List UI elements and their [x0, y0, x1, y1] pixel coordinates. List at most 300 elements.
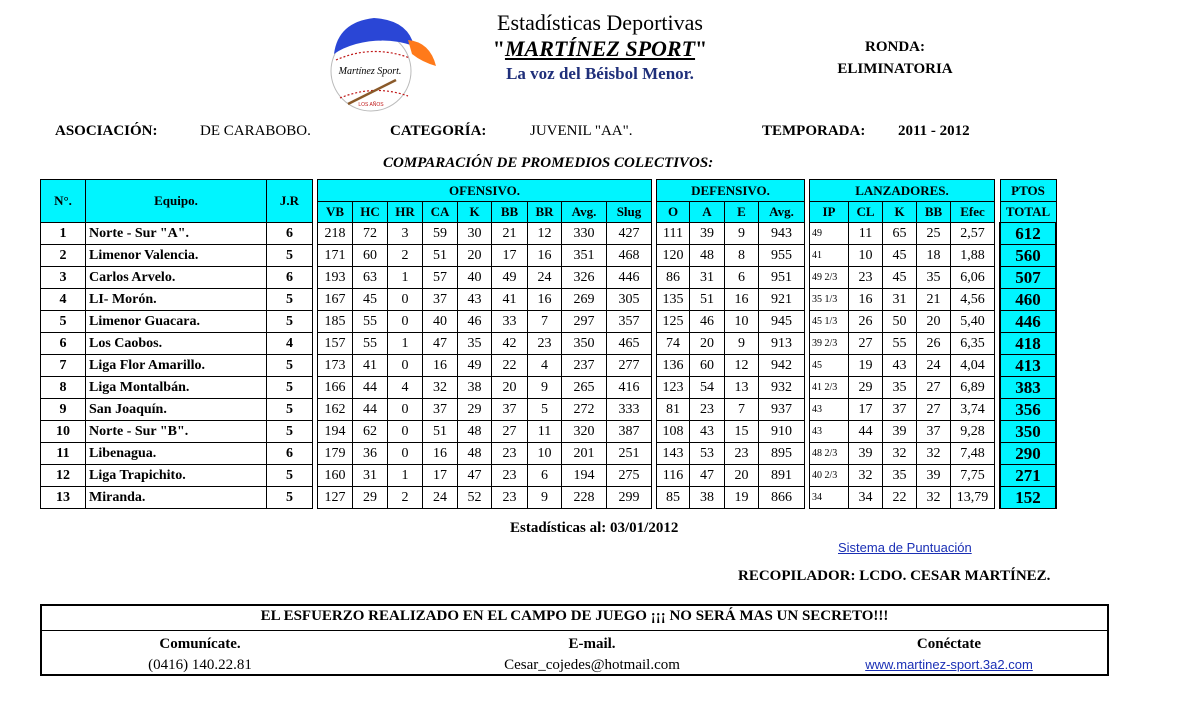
ofensivo-cell: 16: [423, 443, 458, 465]
total-points: 460: [1000, 289, 1056, 311]
ofensivo-cell: 45: [353, 289, 388, 311]
ofensivo-cell: 127: [318, 487, 353, 509]
innings-pitched: 34: [810, 487, 849, 509]
temporada-value: 2011 - 2012: [898, 123, 970, 139]
ofensivo-cell: 40: [423, 311, 458, 333]
ofensivo-cell: 49: [458, 355, 492, 377]
ofensivo-cell: 23: [492, 465, 528, 487]
lanzadores-cell: 55: [883, 333, 917, 355]
ofensivo-cell: 24: [423, 487, 458, 509]
defensivo-cell: 43: [690, 421, 725, 443]
ofensivo-cell: 326: [562, 267, 607, 289]
lanzadores-cell: 16: [849, 289, 883, 311]
table-row: [41, 377, 1057, 399]
team-name: Liga Flor Amarillo.: [86, 355, 267, 377]
ofensivo-cell: 357: [607, 311, 652, 333]
lanzadores-cell: 21: [917, 289, 951, 311]
defensivo-cell: 74: [657, 333, 690, 355]
defensivo-cell: 48: [690, 245, 725, 267]
defensivo-cell: 9: [725, 223, 759, 245]
lanzadores-cell: 4,04: [951, 355, 995, 377]
lanzadores-cell: 23: [849, 267, 883, 289]
table-row: [41, 311, 1057, 333]
table-row: [41, 443, 1057, 465]
row-number: 2: [41, 245, 86, 267]
defensivo-cell: 16: [725, 289, 759, 311]
ofensivo-cell: 0: [388, 355, 423, 377]
table-row: [41, 267, 1057, 289]
footer-divider: [42, 630, 1107, 631]
lanzadores-cell: 3,74: [951, 399, 995, 421]
ofensivo-cell: 179: [318, 443, 353, 465]
ofensivo-cell: 51: [423, 245, 458, 267]
col-header-of-8: Slug: [607, 202, 652, 223]
ofensivo-cell: 237: [562, 355, 607, 377]
ofensivo-cell: 55: [353, 333, 388, 355]
ofensivo-cell: 3: [388, 223, 423, 245]
lanzadores-cell: 11: [849, 223, 883, 245]
innings-pitched: 43: [810, 399, 849, 421]
total-points: 612: [1000, 223, 1056, 245]
defensivo-cell: 116: [657, 465, 690, 487]
row-number: 7: [41, 355, 86, 377]
lanzadores-cell: 27: [849, 333, 883, 355]
ofensivo-cell: 41: [353, 355, 388, 377]
defensivo-cell: 891: [759, 465, 805, 487]
row-number: 1: [41, 223, 86, 245]
ofensivo-cell: 40: [458, 267, 492, 289]
ofensivo-cell: 46: [458, 311, 492, 333]
ofensivo-cell: 48: [458, 421, 492, 443]
team-name: Miranda.: [86, 487, 267, 509]
defensivo-cell: 910: [759, 421, 805, 443]
team-name: LI- Morón.: [86, 289, 267, 311]
games-played: 5: [267, 421, 313, 443]
lanzadores-cell: 37: [883, 399, 917, 421]
innings-pitched: 45: [810, 355, 849, 377]
ofensivo-cell: 468: [607, 245, 652, 267]
lanzadores-cell: 26: [917, 333, 951, 355]
lanzadores-cell: 45: [883, 245, 917, 267]
lanzadores-cell: 45: [883, 267, 917, 289]
defensivo-cell: 951: [759, 267, 805, 289]
row-number: 12: [41, 465, 86, 487]
lanzadores-cell: 25: [917, 223, 951, 245]
ofensivo-cell: 43: [458, 289, 492, 311]
ofensivo-cell: 350: [562, 333, 607, 355]
ofensivo-cell: 269: [562, 289, 607, 311]
defensivo-cell: 23: [690, 399, 725, 421]
categoria-label: CATEGORÍA:: [390, 123, 487, 139]
innings-pitched: 41 2/3: [810, 377, 849, 399]
lanzadores-cell: 18: [917, 245, 951, 267]
defensivo-cell: 54: [690, 377, 725, 399]
ofensivo-cell: 228: [562, 487, 607, 509]
ofensivo-cell: 218: [318, 223, 353, 245]
ofensivo-cell: 37: [492, 399, 528, 421]
lanzadores-cell: 31: [883, 289, 917, 311]
lanzadores-cell: 35: [883, 465, 917, 487]
ofensivo-cell: 333: [607, 399, 652, 421]
table-row: [41, 355, 1057, 377]
table-row: [41, 421, 1057, 443]
team-name: Carlos Arvelo.: [86, 267, 267, 289]
defensivo-cell: 937: [759, 399, 805, 421]
defensivo-cell: 932: [759, 377, 805, 399]
col-header-df-3: Avg.: [759, 202, 805, 223]
defensivo-cell: 9: [725, 333, 759, 355]
asociacion-value: DE CARABOBO.: [200, 123, 311, 139]
ofensivo-cell: 52: [458, 487, 492, 509]
recopilador: RECOPILADOR: LCDO. CESAR MARTÍNEZ.: [738, 568, 1051, 584]
logo-text: Martínez Sport.: [338, 66, 402, 77]
ofensivo-cell: 23: [492, 487, 528, 509]
innings-pitched: 39 2/3: [810, 333, 849, 355]
team-name: Norte - Sur "B".: [86, 421, 267, 443]
defensivo-cell: 945: [759, 311, 805, 333]
ofensivo-cell: 23: [528, 333, 562, 355]
innings-pitched: 49: [810, 223, 849, 245]
ofensivo-cell: 465: [607, 333, 652, 355]
group-header-lanzadores: LANZADORES.: [810, 180, 995, 202]
col-header-df-0: O: [657, 202, 690, 223]
lanzadores-cell: 32: [883, 443, 917, 465]
col-header-of-2: HR: [388, 202, 423, 223]
stats-table-body: [41, 223, 1057, 509]
ofensivo-cell: 167: [318, 289, 353, 311]
ofensivo-cell: 0: [388, 421, 423, 443]
ofensivo-cell: 42: [492, 333, 528, 355]
page-title: [470, 10, 730, 86]
title-line-1: Estadísticas Deportivas: [497, 10, 703, 35]
ofensivo-cell: 16: [528, 245, 562, 267]
total-points: 446: [1000, 311, 1056, 333]
lanzadores-cell: 1,88: [951, 245, 995, 267]
ofensivo-cell: 44: [353, 377, 388, 399]
lanzadores-cell: 32: [917, 487, 951, 509]
ofensivo-cell: 36: [353, 443, 388, 465]
brand-name: MARTÍNEZ SPORT: [504, 36, 696, 61]
lanzadores-cell: 7,48: [951, 443, 995, 465]
total-points: 418: [1000, 333, 1056, 355]
ofensivo-cell: 0: [388, 311, 423, 333]
ofensivo-cell: 20: [458, 245, 492, 267]
ofensivo-cell: 38: [458, 377, 492, 399]
col-header-of-5: BB: [492, 202, 528, 223]
ofensivo-cell: 0: [388, 289, 423, 311]
total-points: 413: [1000, 355, 1056, 377]
defensivo-cell: 921: [759, 289, 805, 311]
ofensivo-cell: 2: [388, 245, 423, 267]
ofensivo-cell: 162: [318, 399, 353, 421]
ofensivo-cell: 37: [423, 289, 458, 311]
defensivo-cell: 943: [759, 223, 805, 245]
defensivo-cell: 913: [759, 333, 805, 355]
defensivo-cell: 60: [690, 355, 725, 377]
ofensivo-cell: 1: [388, 465, 423, 487]
defensivo-cell: 47: [690, 465, 725, 487]
ofensivo-cell: 305: [607, 289, 652, 311]
total-points: 383: [1000, 377, 1056, 399]
ofensivo-cell: 63: [353, 267, 388, 289]
games-played: 5: [267, 399, 313, 421]
ofensivo-cell: 171: [318, 245, 353, 267]
games-played: 5: [267, 377, 313, 399]
defensivo-cell: 135: [657, 289, 690, 311]
ofensivo-cell: 27: [492, 421, 528, 443]
row-number: 4: [41, 289, 86, 311]
defensivo-cell: 20: [725, 465, 759, 487]
team-name: Norte - Sur "A".: [86, 223, 267, 245]
logo-small-text: LOS AÑOS: [358, 102, 384, 108]
col-header-jr: J.R: [267, 180, 313, 223]
col-header-df-2: E: [725, 202, 759, 223]
footer-box: [40, 604, 1109, 676]
ofensivo-cell: 160: [318, 465, 353, 487]
lanzadores-cell: 34: [849, 487, 883, 509]
lanzadores-cell: 26: [849, 311, 883, 333]
ofensivo-cell: 387: [607, 421, 652, 443]
ofensivo-cell: 47: [458, 465, 492, 487]
defensivo-cell: 8: [725, 245, 759, 267]
title-line-3: La voz del Béisbol Menor.: [506, 64, 694, 83]
ofensivo-cell: 265: [562, 377, 607, 399]
innings-pitched: 43: [810, 421, 849, 443]
ofensivo-cell: 4: [528, 355, 562, 377]
ofensivo-cell: 275: [607, 465, 652, 487]
ofensivo-cell: 16: [423, 355, 458, 377]
defensivo-cell: 51: [690, 289, 725, 311]
ofensivo-cell: 1: [388, 333, 423, 355]
footer-slogan: EL ESFUERZO REALIZADO EN EL CAMPO DE JUEGO ¡¡¡ NO SERÁ MAS UN SECRETO!!!: [260, 608, 889, 624]
lanzadores-cell: 44: [849, 421, 883, 443]
ofensivo-cell: 30: [458, 223, 492, 245]
ofensivo-cell: 427: [607, 223, 652, 245]
ofensivo-cell: 9: [528, 487, 562, 509]
footer-contact: [100, 634, 300, 676]
ofensivo-cell: 55: [353, 311, 388, 333]
col-header-of-4: K: [458, 202, 492, 223]
ofensivo-cell: 11: [528, 421, 562, 443]
total-points: 350: [1000, 421, 1056, 443]
email-address: Cesar_cojedes@hotmail.com: [504, 657, 680, 673]
ofensivo-cell: 7: [528, 311, 562, 333]
ofensivo-cell: 31: [353, 465, 388, 487]
ofensivo-cell: 6: [528, 465, 562, 487]
website-link[interactable]: www.martinez-sport.3a2.com: [865, 657, 1033, 672]
defensivo-cell: 31: [690, 267, 725, 289]
ronda-value: ELIMINATORIA: [837, 61, 953, 77]
defensivo-cell: 108: [657, 421, 690, 443]
team-name: Los Caobos.: [86, 333, 267, 355]
lanzadores-cell: 17: [849, 399, 883, 421]
ofensivo-cell: 32: [423, 377, 458, 399]
group-header-ofensivo: OFENSIVO.: [318, 180, 652, 202]
ofensivo-cell: 23: [492, 443, 528, 465]
ofensivo-cell: 48: [458, 443, 492, 465]
ofensivo-cell: 44: [353, 399, 388, 421]
col-header-df-1: A: [690, 202, 725, 223]
phone-number: (0416) 140.22.81: [148, 657, 252, 673]
lanzadores-cell: 6,35: [951, 333, 995, 355]
games-played: 5: [267, 355, 313, 377]
defensivo-cell: 143: [657, 443, 690, 465]
lanzadores-cell: 32: [917, 443, 951, 465]
total-points: 560: [1000, 245, 1056, 267]
col-header-lz-1: CL: [849, 202, 883, 223]
games-played: 6: [267, 223, 313, 245]
innings-pitched: 49 2/3: [810, 267, 849, 289]
section-subtitle: COMPARACIÓN DE PROMEDIOS COLECTIVOS:: [383, 155, 714, 171]
lanzadores-cell: 37: [917, 421, 951, 443]
defensivo-cell: 895: [759, 443, 805, 465]
ofensivo-cell: 10: [528, 443, 562, 465]
ofensivo-cell: 29: [353, 487, 388, 509]
col-header-equipo: Equipo.: [86, 180, 267, 223]
table-row: [41, 487, 1057, 509]
table-row: [41, 333, 1057, 355]
ofensivo-cell: 4: [388, 377, 423, 399]
total-points: 290: [1000, 443, 1056, 465]
ofensivo-cell: 297: [562, 311, 607, 333]
defensivo-cell: 120: [657, 245, 690, 267]
ofensivo-cell: 194: [562, 465, 607, 487]
team-name: Liga Trapichito.: [86, 465, 267, 487]
ofensivo-cell: 33: [492, 311, 528, 333]
col-header-lz-2: K: [883, 202, 917, 223]
team-name: Liga Montalbán.: [86, 377, 267, 399]
title-line-2: "MARTÍNEZ SPORT": [492, 36, 708, 61]
col-header-of-1: HC: [353, 202, 388, 223]
lanzadores-cell: 43: [883, 355, 917, 377]
group-header-defensivo: DEFENSIVO.: [657, 180, 805, 202]
lanzadores-cell: 39: [883, 421, 917, 443]
ofensivo-cell: 1: [388, 267, 423, 289]
lanzadores-cell: 24: [917, 355, 951, 377]
defensivo-cell: 13: [725, 377, 759, 399]
ofensivo-cell: 9: [528, 377, 562, 399]
games-played: 5: [267, 465, 313, 487]
defensivo-cell: 20: [690, 333, 725, 355]
total-points: 271: [1000, 465, 1056, 487]
lanzadores-cell: 9,28: [951, 421, 995, 443]
temporada-label: TEMPORADA:: [762, 123, 866, 139]
defensivo-cell: 955: [759, 245, 805, 267]
lanzadores-cell: 19: [849, 355, 883, 377]
defensivo-cell: 46: [690, 311, 725, 333]
ofensivo-cell: 24: [528, 267, 562, 289]
games-played: 5: [267, 487, 313, 509]
ronda-block: [800, 36, 990, 80]
col-header-lz-0: IP: [810, 202, 849, 223]
table-row: [41, 245, 1057, 267]
table-row: [41, 289, 1057, 311]
defensivo-cell: 86: [657, 267, 690, 289]
ofensivo-cell: 72: [353, 223, 388, 245]
sistema-puntuacion-link[interactable]: Sistema de Puntuación: [838, 540, 972, 555]
defensivo-cell: 866: [759, 487, 805, 509]
ofensivo-cell: 330: [562, 223, 607, 245]
ofensivo-cell: 12: [528, 223, 562, 245]
ofensivo-cell: 446: [607, 267, 652, 289]
row-number: 5: [41, 311, 86, 333]
row-number: 9: [41, 399, 86, 421]
row-number: 6: [41, 333, 86, 355]
defensivo-cell: 6: [725, 267, 759, 289]
lanzadores-cell: 10: [849, 245, 883, 267]
asociacion-label: ASOCIACIÓN:: [55, 123, 158, 139]
games-played: 6: [267, 267, 313, 289]
ofensivo-cell: 193: [318, 267, 353, 289]
lanzadores-cell: 65: [883, 223, 917, 245]
lanzadores-cell: 2,57: [951, 223, 995, 245]
martinez-sport-logo: [326, 14, 438, 114]
lanzadores-cell: 29: [849, 377, 883, 399]
lanzadores-cell: 27: [917, 377, 951, 399]
ronda-label: RONDA:: [865, 39, 925, 55]
innings-pitched: 40 2/3: [810, 465, 849, 487]
ofensivo-cell: 351: [562, 245, 607, 267]
ofensivo-cell: 0: [388, 443, 423, 465]
lanzadores-cell: 39: [917, 465, 951, 487]
defensivo-cell: 136: [657, 355, 690, 377]
col-header-lz-4: Efec: [951, 202, 995, 223]
ofensivo-cell: 22: [492, 355, 528, 377]
defensivo-cell: 111: [657, 223, 690, 245]
team-name: San Joaquín.: [86, 399, 267, 421]
ofensivo-cell: 47: [423, 333, 458, 355]
row-number: 13: [41, 487, 86, 509]
ofensivo-cell: 2: [388, 487, 423, 509]
defensivo-cell: 123: [657, 377, 690, 399]
ofensivo-cell: 41: [492, 289, 528, 311]
ofensivo-cell: 21: [492, 223, 528, 245]
ofensivo-cell: 166: [318, 377, 353, 399]
lanzadores-cell: 50: [883, 311, 917, 333]
ofensivo-cell: 251: [607, 443, 652, 465]
lanzadores-cell: 22: [883, 487, 917, 509]
ofensivo-cell: 5: [528, 399, 562, 421]
col-header-of-0: VB: [318, 202, 353, 223]
ofensivo-cell: 185: [318, 311, 353, 333]
total-points: 507: [1000, 267, 1056, 289]
lanzadores-cell: 5,40: [951, 311, 995, 333]
lanzadores-cell: 32: [849, 465, 883, 487]
ofensivo-cell: 29: [458, 399, 492, 421]
defensivo-cell: 39: [690, 223, 725, 245]
row-number: 11: [41, 443, 86, 465]
games-played: 5: [267, 289, 313, 311]
defensivo-cell: 53: [690, 443, 725, 465]
table-row: [41, 399, 1057, 421]
lanzadores-cell: 6,89: [951, 377, 995, 399]
defensivo-cell: 19: [725, 487, 759, 509]
total-points: 356: [1000, 399, 1056, 421]
lanzadores-cell: 13,79: [951, 487, 995, 509]
ofensivo-cell: 60: [353, 245, 388, 267]
defensivo-cell: 81: [657, 399, 690, 421]
ofensivo-cell: 0: [388, 399, 423, 421]
row-number: 8: [41, 377, 86, 399]
ofensivo-cell: 17: [492, 245, 528, 267]
ofensivo-cell: 277: [607, 355, 652, 377]
ofensivo-cell: 320: [562, 421, 607, 443]
ofensivo-cell: 57: [423, 267, 458, 289]
ofensivo-cell: 37: [423, 399, 458, 421]
innings-pitched: 35 1/3: [810, 289, 849, 311]
ofensivo-cell: 20: [492, 377, 528, 399]
lanzadores-cell: 6,06: [951, 267, 995, 289]
